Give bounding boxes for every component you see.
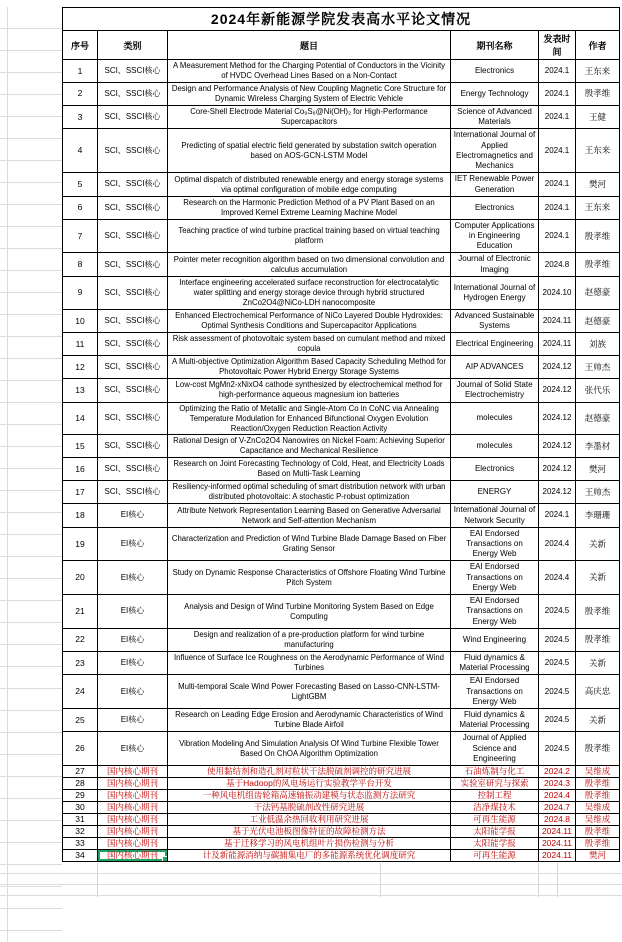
cell-title[interactable]: Teaching practice of wind turbine practical training based on virtual teaching platform: [168, 219, 451, 253]
cell-journal[interactable]: International Journal of Network Security: [451, 504, 539, 527]
cell-title[interactable]: Research on Joint Forecasting Technology of Cold, Heat, and Electricity Loads Based on Multi-Task Learning: [168, 458, 451, 481]
cell-author[interactable]: 樊河: [576, 458, 620, 481]
table-row: [63, 82, 620, 105]
cell-title[interactable]: Analysis and Design of Wind Turbine Monitoring System Based on Edge Computing: [168, 595, 451, 629]
cell-date[interactable]: 2024.5: [539, 732, 576, 766]
cell-author[interactable]: 关新: [576, 527, 620, 561]
table-row: [63, 838, 620, 850]
cell-category[interactable]: EI核心: [98, 708, 168, 731]
table-row: [63, 527, 620, 561]
cell-journal[interactable]: International Journal of Hydrogen Energy: [451, 276, 539, 309]
cell-author[interactable]: 吴维成: [576, 814, 620, 826]
cell-date[interactable]: 2024.5: [539, 628, 576, 651]
cell-category[interactable]: SCI、SSCI核心: [98, 173, 168, 196]
cell-date[interactable]: 2024.1: [539, 129, 576, 173]
col-header-index[interactable]: 序号: [63, 31, 98, 60]
cell-date[interactable]: 2024.12: [539, 379, 576, 402]
sheet-title[interactable]: 2024年新能源学院发表高水平论文情况: [63, 8, 620, 31]
cell-title[interactable]: 使用黏结剂和造孔剂对粒状干法脱硫剂调控的研究进展: [168, 766, 451, 778]
cell-author[interactable]: 殷孝维: [576, 595, 620, 629]
cell-title[interactable]: Design and realization of a pre-production platform for wind turbine manufacturing: [168, 628, 451, 651]
cell-date[interactable]: 2024.11: [539, 838, 576, 850]
cell-journal[interactable]: International Journal of Applied Electromagnetics and Mechanics: [451, 129, 539, 173]
cell-journal[interactable]: Electrical Engineering: [451, 333, 539, 356]
cell-title[interactable]: Influence of Surface Ice Roughness on the Aerodynamic Performance of Wind Turbines: [168, 651, 451, 674]
cell-journal[interactable]: 洁净煤技术: [451, 802, 539, 814]
table-row: [63, 561, 620, 595]
cell-title[interactable]: Multi-temporal Scale Wind Power Forecasting Based on Lasso-CNN-LSTM-LightGBM: [168, 675, 451, 709]
cell-date[interactable]: 2024.11: [539, 826, 576, 838]
cell-seq[interactable]: 31: [63, 814, 98, 826]
cell-category[interactable]: EI核心: [98, 651, 168, 674]
cell-seq[interactable]: 1: [63, 60, 98, 83]
col-header-author[interactable]: 作者: [576, 31, 620, 60]
cell-journal[interactable]: 太阳能学报: [451, 826, 539, 838]
cell-author[interactable]: 殷孝维: [576, 732, 620, 766]
table-row: [63, 595, 620, 629]
cell-title[interactable]: 干法钙基脱硫剂改性研究进展: [168, 802, 451, 814]
cell-date[interactable]: 2024.5: [539, 595, 576, 629]
cell-seq[interactable]: 23: [63, 651, 98, 674]
cell-seq[interactable]: 13: [63, 379, 98, 402]
cell-date[interactable]: 2024.3: [539, 778, 576, 790]
cell-date[interactable]: 2024.12: [539, 356, 576, 379]
cell-title[interactable]: Low-cost MgMn2-xNixO4 cathode synthesized by electrochemical method for high-performance aqueous magnesium ion batteries: [168, 379, 451, 402]
cell-category[interactable]: EI核心: [98, 675, 168, 709]
table-row: [63, 481, 620, 504]
cell-author[interactable]: 殷孝维: [576, 826, 620, 838]
cell-journal[interactable]: EAI Endorsed Transactions on Energy Web: [451, 595, 539, 629]
table-row: [63, 458, 620, 481]
cell-seq[interactable]: 18: [63, 504, 98, 527]
cell-seq[interactable]: 15: [63, 435, 98, 458]
cell-journal[interactable]: EAI Endorsed Transactions on Energy Web: [451, 527, 539, 561]
cell-category[interactable]: SCI、SSCI核心: [98, 356, 168, 379]
table-row: [63, 173, 620, 196]
cell-seq[interactable]: 11: [63, 333, 98, 356]
table-row: [63, 708, 620, 731]
cell-journal[interactable]: Electronics: [451, 458, 539, 481]
cell-category[interactable]: SCI、SSCI核心: [98, 435, 168, 458]
cell-author[interactable]: 殷孝维: [576, 219, 620, 253]
cell-title[interactable]: Rational Design of V-ZnCo2O4 Nanowires on Nickel Foam: Achieving Superior Capacitance and Mechanical Resilience: [168, 435, 451, 458]
table-row: [63, 379, 620, 402]
cell-title[interactable]: Research on the Harmonic Prediction Method of a PV Plant Based on an Improved Kernel Extreme Learning Machine Model: [168, 196, 451, 219]
cell-journal[interactable]: 可再生能源: [451, 850, 539, 862]
cell-seq[interactable]: 8: [63, 253, 98, 276]
cell-date[interactable]: 2024.12: [539, 402, 576, 435]
cell-date[interactable]: 2024.4: [539, 527, 576, 561]
cell-journal[interactable]: Journal of Solid State Electrochemistry: [451, 379, 539, 402]
cell-category[interactable]: EI核心: [98, 732, 168, 766]
cell-date[interactable]: 2024.4: [539, 561, 576, 595]
cell-journal[interactable]: IET Renewable Power Generation: [451, 173, 539, 196]
cell-seq[interactable]: 12: [63, 356, 98, 379]
cell-date[interactable]: 2024.1: [539, 82, 576, 105]
cell-seq[interactable]: 28: [63, 778, 98, 790]
cell-date[interactable]: 2024.2: [539, 766, 576, 778]
cell-journal[interactable]: EAI Endorsed Transactions on Energy Web: [451, 561, 539, 595]
table-row: [63, 276, 620, 309]
cell-category[interactable]: SCI、SSCI核心: [98, 105, 168, 128]
cell-title[interactable]: A Multi-objective Optimization Algorithm Based Capacity Scheduling Method for Photovoltaic Power Hybrid Energy Storage Systems: [168, 356, 451, 379]
table-row: [63, 651, 620, 674]
cell-date[interactable]: 2024.1: [539, 219, 576, 253]
cell-journal[interactable]: EAI Endorsed Transactions on Energy Web: [451, 675, 539, 709]
cell-journal[interactable]: ENERGY: [451, 481, 539, 504]
cell-seq[interactable]: 7: [63, 219, 98, 253]
cell-category[interactable]: EI核心: [98, 527, 168, 561]
cell-journal[interactable]: 太阳能学报: [451, 838, 539, 850]
cell-category[interactable]: SCI、SSCI核心: [98, 219, 168, 253]
left-margin-grid: [0, 7, 62, 942]
table-row: [63, 790, 620, 802]
table-row: [63, 309, 620, 332]
cell-seq[interactable]: 14: [63, 402, 98, 435]
cell-seq[interactable]: 29: [63, 790, 98, 802]
cell-category[interactable]: 国内核心期刊: [98, 814, 168, 826]
cell-title[interactable]: 一种风电机组齿轮箱高速轴振动建模与状态监测方法研究: [168, 790, 451, 802]
cell-journal[interactable]: 实验室研究与探索: [451, 778, 539, 790]
cell-category[interactable]: SCI、SSCI核心: [98, 402, 168, 435]
cell-author[interactable]: 赵德豪: [576, 402, 620, 435]
cell-title[interactable]: 基于光伏电池板图像特征的故障检测方法: [168, 826, 451, 838]
cell-author[interactable]: 殷孝维: [576, 82, 620, 105]
cell-journal[interactable]: 石油炼制与化工: [451, 766, 539, 778]
cell-author[interactable]: 殷孝维: [576, 628, 620, 651]
cell-category[interactable]: EI核心: [98, 628, 168, 651]
cell-author[interactable]: 关新: [576, 561, 620, 595]
table-row: [63, 333, 620, 356]
cell-seq[interactable]: 9: [63, 276, 98, 309]
cell-author[interactable]: 王健: [576, 105, 620, 128]
table-row: [63, 105, 620, 128]
table-row: [63, 356, 620, 379]
cell-category[interactable]: SCI、SSCI核心: [98, 333, 168, 356]
cell-category[interactable]: SCI、SSCI核心: [98, 276, 168, 309]
cell-journal[interactable]: AIP ADVANCES: [451, 356, 539, 379]
table-row: [63, 129, 620, 173]
cell-title[interactable]: Design and Performance Analysis of New Coupling Magnetic Core Structure for Dynamic Wireless Charging System of Electric Vehicle: [168, 82, 451, 105]
cell-seq[interactable]: 16: [63, 458, 98, 481]
cell-seq[interactable]: 33: [63, 838, 98, 850]
cell-title[interactable]: Resiliency-informed optimal scheduling of smart distribution network with urban distributed photovoltaic: A stochastic P-robust optimization: [168, 481, 451, 504]
cell-category[interactable]: 国内核心期刊: [98, 766, 168, 778]
cell-seq[interactable]: 3: [63, 105, 98, 128]
cell-category[interactable]: SCI、SSCI核心: [98, 196, 168, 219]
cell-category[interactable]: SCI、SSCI核心: [98, 481, 168, 504]
cell-author[interactable]: 樊河: [576, 850, 620, 862]
cell-title[interactable]: 基于Hadoop的风电场运行实验教学平台开发: [168, 778, 451, 790]
cell-seq[interactable]: 22: [63, 628, 98, 651]
cell-journal[interactable]: Fluid dynamics & Material Processing: [451, 708, 539, 731]
table-row: [63, 732, 620, 766]
cell-date[interactable]: 2024.1: [539, 173, 576, 196]
cell-date[interactable]: 2024.11: [539, 850, 576, 862]
cell-date[interactable]: 2024.5: [539, 651, 576, 674]
col-header-journal[interactable]: 期刊名称: [451, 31, 539, 60]
cell-date[interactable]: 2024.12: [539, 435, 576, 458]
cell-date[interactable]: 2024.1: [539, 504, 576, 527]
table-row: [63, 766, 620, 778]
cell-title[interactable]: Optimizing the Ratio of Metallic and Single-Atom Co in CoNC via Annealing Temperature Modulation for Enhanced Bifunctional Oxygen Evolution Reaction/Oxygen Reduction Reaction Activity: [168, 402, 451, 435]
cell-title[interactable]: Attribute Network Representation Learning Based on Generative Adversarial Network and Self-attention Mechanism: [168, 504, 451, 527]
cell-seq[interactable]: 25: [63, 708, 98, 731]
cell-seq[interactable]: 20: [63, 561, 98, 595]
table-row: [63, 196, 620, 219]
cell-author[interactable]: 赵德豪: [576, 309, 620, 332]
cell-journal[interactable]: Journal of Electronic Imaging: [451, 253, 539, 276]
cell-category[interactable]: SCI、SSCI核心: [98, 129, 168, 173]
cell-date[interactable]: 2024.11: [539, 309, 576, 332]
cell-journal[interactable]: molecules: [451, 435, 539, 458]
table-row: [63, 802, 620, 814]
cell-category[interactable]: 国内核心期刊: [98, 790, 168, 802]
table-row: [63, 219, 620, 253]
cell-journal[interactable]: Energy Technology: [451, 82, 539, 105]
cell-category[interactable]: SCI、SSCI核心: [98, 309, 168, 332]
cell-date[interactable]: 2024.12: [539, 481, 576, 504]
cell-seq[interactable]: 19: [63, 527, 98, 561]
cell-seq[interactable]: 30: [63, 802, 98, 814]
cell-journal[interactable]: Electronics: [451, 196, 539, 219]
table-row: [63, 253, 620, 276]
cell-author[interactable]: 张代乐: [576, 379, 620, 402]
cell-title[interactable]: A Measurement Method for the Charging Potential of Conductors in the Vicinity of HVDC Overhead Lines Based on a Non-Contact: [168, 60, 451, 83]
cell-seq[interactable]: 34: [63, 850, 98, 862]
cell-category[interactable]: SCI、SSCI核心: [98, 379, 168, 402]
cell-seq[interactable]: 5: [63, 173, 98, 196]
cell-date[interactable]: 2024.12: [539, 458, 576, 481]
cell-date[interactable]: 2024.7: [539, 802, 576, 814]
table-row: [63, 814, 620, 826]
cell-title[interactable]: Study on Dynamic Response Characteristics of Offshore Floating Wind Turbine Pitch System: [168, 561, 451, 595]
col-header-title[interactable]: 题目: [168, 31, 451, 60]
cell-seq[interactable]: 2: [63, 82, 98, 105]
cell-author[interactable]: 王东来: [576, 60, 620, 83]
cell-seq[interactable]: 27: [63, 766, 98, 778]
cell-date[interactable]: 2024.5: [539, 675, 576, 709]
cell-date[interactable]: 2024.5: [539, 708, 576, 731]
table-row: [63, 826, 620, 838]
cell-date[interactable]: 2024.8: [539, 814, 576, 826]
cell-title[interactable]: 基于迁移学习的风电机组叶片损伤检测与分析: [168, 838, 451, 850]
cell-journal[interactable]: Computer Applications in Engineering Education: [451, 219, 539, 253]
cell-category[interactable]: EI核心: [98, 595, 168, 629]
cell-author[interactable]: 殷孝维: [576, 838, 620, 850]
cell-title[interactable]: Pointer meter recognition algorithm based on two dimensional convolution and calculus accumulation: [168, 253, 451, 276]
cell-journal[interactable]: Fluid dynamics & Material Processing: [451, 651, 539, 674]
cell-category[interactable]: EI核心: [98, 504, 168, 527]
cell-seq[interactable]: 10: [63, 309, 98, 332]
table-row: [63, 504, 620, 527]
cell-title[interactable]: 计及新能源消纳与碳捕集电厂的多能源系统优化调度研究: [168, 850, 451, 862]
cell-author[interactable]: 樊河: [576, 173, 620, 196]
cell-author[interactable]: 吴维成: [576, 802, 620, 814]
cell-category[interactable]: SCI、SSCI核心: [98, 60, 168, 83]
table-row: [63, 778, 620, 790]
cell-category[interactable]: EI核心: [98, 561, 168, 595]
cell-date[interactable]: 2024.8: [539, 253, 576, 276]
cell-seq[interactable]: 17: [63, 481, 98, 504]
table-row: [63, 60, 620, 83]
cell-journal[interactable]: Journal of Applied Science and Engineering: [451, 732, 539, 766]
col-header-category[interactable]: 类别: [98, 31, 168, 60]
cell-author[interactable]: 殷孝维: [576, 253, 620, 276]
cell-author[interactable]: 关新: [576, 708, 620, 731]
cell-title[interactable]: Vibration Modeling And Simulation Analysis Of Wind Turbine Flexible Tower Based On ChOA Algorithm Optimization: [168, 732, 451, 766]
cell-journal[interactable]: Advanced Sustainable Systems: [451, 309, 539, 332]
cell-title[interactable]: Core-Shell Electrode Material Co₉S₈@Ni(OH)₂ for High-Performance Supercapacitors: [168, 105, 451, 128]
bottom-margin-grid: [0, 863, 622, 897]
cell-title[interactable]: Optimal dispatch of distributed renewable energy and energy storage systems via optimal configuration of mobile edge computing: [168, 173, 451, 196]
cell-journal[interactable]: 控制工程: [451, 790, 539, 802]
cell-date[interactable]: 2024.10: [539, 276, 576, 309]
title-row: [63, 8, 620, 31]
cell-category[interactable]: SCI、SSCI核心: [98, 253, 168, 276]
cell-seq[interactable]: 21: [63, 595, 98, 629]
table-row: [63, 628, 620, 651]
cell-seq[interactable]: 26: [63, 732, 98, 766]
cell-title[interactable]: Interface engineering accelerated surface reconstruction for electrocatalytic water splitting and energy storage device through hybrid structured ZnCo2O4@NiCo-LDH nanocomposite: [168, 276, 451, 309]
cell-journal[interactable]: Electronics: [451, 60, 539, 83]
header-row: [63, 31, 620, 60]
cell-journal[interactable]: molecules: [451, 402, 539, 435]
table-row: [63, 675, 620, 709]
cell-date[interactable]: 2024.11: [539, 333, 576, 356]
cell-author[interactable]: 李墨材: [576, 435, 620, 458]
cell-author[interactable]: 王东来: [576, 196, 620, 219]
col-header-date[interactable]: 发表时间: [539, 31, 576, 60]
cell-journal[interactable]: Science of Advanced Materials: [451, 105, 539, 128]
cell-category[interactable]: SCI、SSCI核心: [98, 458, 168, 481]
cell-author[interactable]: 王东来: [576, 129, 620, 173]
cell-title[interactable]: Research on Leading Edge Erosion and Aerodynamic Characteristics of Wind Turbine Blade Airfoil: [168, 708, 451, 731]
cell-author[interactable]: 王帅杰: [576, 481, 620, 504]
cell-author[interactable]: 高庆忠: [576, 675, 620, 709]
cell-title[interactable]: Predicting of spatial electric field generated by substation switch operation based on AOS-GCN-LSTM Model: [168, 129, 451, 173]
cell-date[interactable]: 2024.1: [539, 60, 576, 83]
cell-seq[interactable]: 4: [63, 129, 98, 173]
cell-date[interactable]: 2024.4: [539, 790, 576, 802]
cell-author[interactable]: 李珊珊: [576, 504, 620, 527]
selected-cell[interactable]: 国内核心期刊: [98, 850, 168, 862]
table-row: [63, 850, 620, 862]
cell-journal[interactable]: Wind Engineering: [451, 628, 539, 651]
cell-title[interactable]: Characterization and Prediction of Wind Turbine Blade Damage Based on Fiber Grating Sensor: [168, 527, 451, 561]
cell-author[interactable]: 殷孝维: [576, 778, 620, 790]
cell-journal[interactable]: 可再生能源: [451, 814, 539, 826]
table-row: [63, 435, 620, 458]
cell-category[interactable]: 国内核心期刊: [98, 838, 168, 850]
table-row: [63, 402, 620, 435]
cell-title[interactable]: Risk assessment of photovoltaic system based on cumulant method and mixed copula: [168, 333, 451, 356]
cell-date[interactable]: 2024.1: [539, 105, 576, 128]
cell-author[interactable]: 刘族: [576, 333, 620, 356]
cell-category[interactable]: SCI、SSCI核心: [98, 82, 168, 105]
cell-title[interactable]: 工业低温余热回收利用研究进展: [168, 814, 451, 826]
papers-table: [62, 7, 620, 862]
cell-author[interactable]: 吴维成: [576, 766, 620, 778]
cell-category[interactable]: 国内核心期刊: [98, 802, 168, 814]
cell-category[interactable]: 国内核心期刊: [98, 826, 168, 838]
cell-title[interactable]: Enhanced Electrochemical Performance of NiCo Layered Double Hydroxides: Optimal Synthesis Conditions and Supercapacitor Applications: [168, 309, 451, 332]
cell-seq[interactable]: 24: [63, 675, 98, 709]
cell-seq[interactable]: 32: [63, 826, 98, 838]
cell-seq[interactable]: 6: [63, 196, 98, 219]
cell-category[interactable]: 国内核心期刊: [98, 778, 168, 790]
cell-date[interactable]: 2024.1: [539, 196, 576, 219]
cell-author[interactable]: 殷孝维: [576, 790, 620, 802]
cell-author[interactable]: 关新: [576, 651, 620, 674]
cell-author[interactable]: 赵德豪: [576, 276, 620, 309]
table-body: [63, 60, 620, 862]
cell-author[interactable]: 王帅杰: [576, 356, 620, 379]
